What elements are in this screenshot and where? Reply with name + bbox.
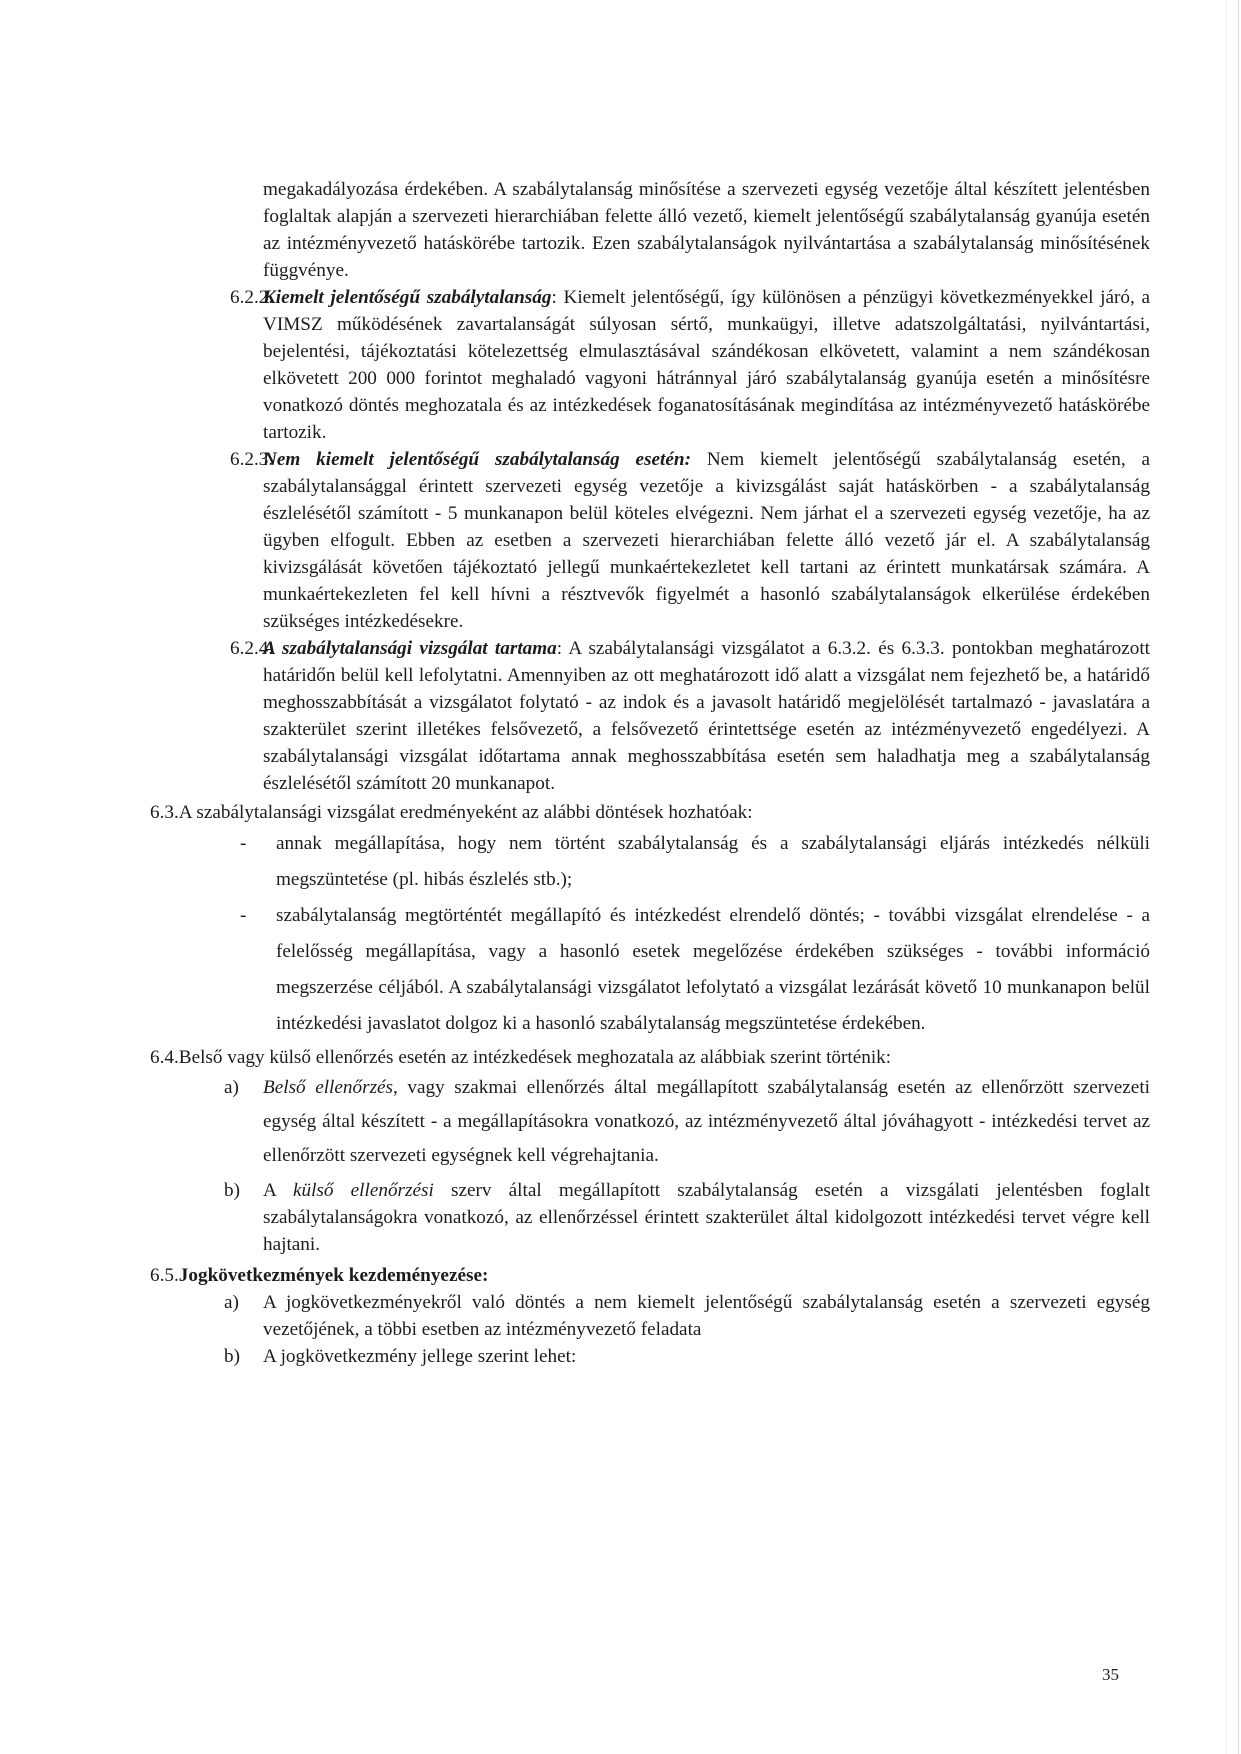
- section-text: Nem kiemelt jelentőségű szabálytalanság esetén, a szabálytalansággal érintett szervezeti egység vezetője a kivizsgálást saját hatáskörben - a szabálytalanság észlelésétől számított - 5 munkanapon belül köteles elvégezni. Nem járhat el a szervezeti egység vezetője, ha az ügyben elfogult. Ebben az esetben a szervezeti hierarchiában felette álló vezető jár el. A szabálytalanság kivizsgálását követően tájékoztató jellegű munkaértekezletet kell tartani az érintett munkatársak számára. A munkaértekezleten fel kell hívni a résztvevők figyelmét a hasonló szabálytalanságok elkerülése érdekében szükséges intézkedésekre.: [263, 449, 1150, 632]
- dash-marker: -: [240, 833, 247, 854]
- list-item-b: [150, 1177, 1150, 1258]
- scan-edge-line-inner: [1226, 0, 1227, 1754]
- list-label: b): [224, 1346, 240, 1367]
- list-item-a: [150, 1071, 1150, 1173]
- section-number: 6.4.: [150, 1047, 179, 1068]
- section-6-2-4: [190, 635, 1150, 797]
- list-rest: szerv által megállapított szabálytalanság esetén a vizsgálati jelentésben foglalt szabálytalanságokra vonatkozó, az ellenőrzéssel érintett szakterület által kidolgozott intézkedési tervet végre kell hajtani.: [263, 1180, 1150, 1255]
- section-title: A szabálytalansági vizsgálat tartama: [263, 638, 557, 659]
- list-rest: , vagy szakmai ellenőrzés által megállapított szabálytalanság esetén az ellenőrzött szervezeti egység által készített - a megállapításokra vonatkozó, az intézményvezető által jóváhagyott - intézkedési tervet az ellenőrzött szervezeti egységnek kell végrehajtania.: [263, 1077, 1150, 1166]
- section-number: 6.3.: [150, 802, 179, 823]
- list-text: [263, 1177, 1150, 1258]
- section-6-4-heading: [150, 1044, 1150, 1071]
- bullet-text: annak megállapítása, hogy nem történt szabálytalanság és a szabálytalansági eljárás intézkedés nélküli megszüntetése (pl. hibás észlelés stb.);: [276, 833, 1150, 890]
- section-number: 6.2.3.: [230, 449, 274, 470]
- page-body: [150, 176, 1150, 1370]
- section-text: : A szabálytalansági vizsgálatot a 6.3.2. és 6.3.3. pontokban meghatározott határidőn belül kell lefolytatni. Amennyiben az ott meghatározott idő alatt a vizsgálat nem fejezhető be, a határidő meghosszabbítását a vizsgálatot folytató - az indok és a javasolt határidő megjelölését tartalmazó - javaslatára a szakterület szerint illetékes felsővezető, a felsővezető érintettsége esetén az intézményvezető engedélyezi. A szabálytalansági vizsgálat időtartama annak meghosszabbítása esetén sem haladhatja meg a szabálytalanság észlelésétől számított 20 munkanapot.: [263, 638, 1151, 794]
- section-6-3-heading: [150, 799, 1150, 826]
- section-6-5-heading: [150, 1262, 1150, 1289]
- section-title: Nem kiemelt jelentőségű szabálytalanság esetén:: [263, 449, 691, 470]
- section-number: 6.2.2.: [230, 287, 274, 308]
- list-text: A jogkövetkezményekről való döntés a nem kiemelt jelentőségű szabálytalanság esetén a szervezeti egység vezetőjének, a többi esetben az intézményvezető feladata: [263, 1292, 1150, 1340]
- section-number: 6.2.4.: [230, 638, 274, 659]
- bullet-item: [150, 898, 1150, 1042]
- list-pre: A: [263, 1180, 293, 1201]
- section-text: A szabálytalansági vizsgálat eredményeként az alábbi döntések hozhatóak:: [178, 802, 753, 823]
- list-italic: külső ellenőrzési: [292, 1180, 434, 1201]
- list-label: a): [224, 1077, 239, 1098]
- list-text: A jogkövetkezmény jellege szerint lehet:: [263, 1346, 577, 1367]
- list-italic: Belső ellenőrzés: [263, 1077, 394, 1098]
- dash-marker: -: [240, 905, 247, 926]
- section-paragraph: [263, 284, 1150, 446]
- section-text: Belső vagy külső ellenőrzés esetén az intézkedések meghozatala az alábbiak szerint történik:: [178, 1047, 892, 1068]
- section-text: : Kiemelt jelentőségű, így különösen a pénzügyi következményekkel járó, a VIMSZ működésének zavartalanságát súlyosan sértő, munkaügyi, illetve adatszolgáltatási, nyilvántartási, bejelentési, tájékoztatási kötelezettség elmulasztásával szándékosan elkövetett, valamint a nem szándékosan elkövetett 200 000 forintot meghaladó vagyoni hátránnyal járó szabálytalanság gyanúja esetén a minősítésre vonatkozó döntés meghozatala és az intézkedések foganatosításának megindítása az intézményvezető hatáskörébe tartozik.: [263, 287, 1150, 443]
- list-item-b: [150, 1343, 1150, 1370]
- intro-paragraph: megakadályozása érdekében. A szabálytalanság minősítése a szervezeti egység vezetője által készített jelentésben foglaltak alapján a szervezeti hierarchiában felette álló vezető, kiemelt jelentőségű szabálytalanság gyanúja esetén az intézményvezető hatáskörébe tartozik. Ezen szabálytalanságok nyilvántartása a szabálytalanság minősítésének függvénye.: [263, 179, 1150, 281]
- bullet-item: [150, 826, 1150, 898]
- list-item-a: [150, 1289, 1150, 1343]
- section-paragraph: [263, 635, 1150, 797]
- page-number: 35: [1102, 1665, 1119, 1684]
- section-6-2-3: [190, 446, 1150, 635]
- list-label: a): [224, 1292, 239, 1313]
- section-number: 6.5.: [150, 1265, 179, 1286]
- bullet-text: szabálytalanság megtörténtét megállapító és intézkedést elrendelő döntés; - további vizsgálat elrendelése - a felelősség megállapítása, vagy a hasonló esetek megelőzése érdekében szükséges - további információ megszerzése céljából. A szabálytalansági vizsgálatot lefolytató a vizsgálat lezárását követő 10 munkanapon belül intézkedési javaslatot dolgoz ki a hasonló szabálytalanság megszüntetése érdekében.: [276, 905, 1150, 1034]
- list-label: b): [224, 1180, 240, 1201]
- section-title: Jogkövetkezmények kezdeményezése:: [178, 1265, 489, 1286]
- section-title: Kiemelt jelentőségű szabálytalanság: [263, 287, 552, 308]
- scan-edge-line: [1238, 0, 1239, 1754]
- list-text: [263, 1071, 1150, 1173]
- section-6-2-2: [190, 284, 1150, 446]
- section-paragraph: [263, 446, 1150, 635]
